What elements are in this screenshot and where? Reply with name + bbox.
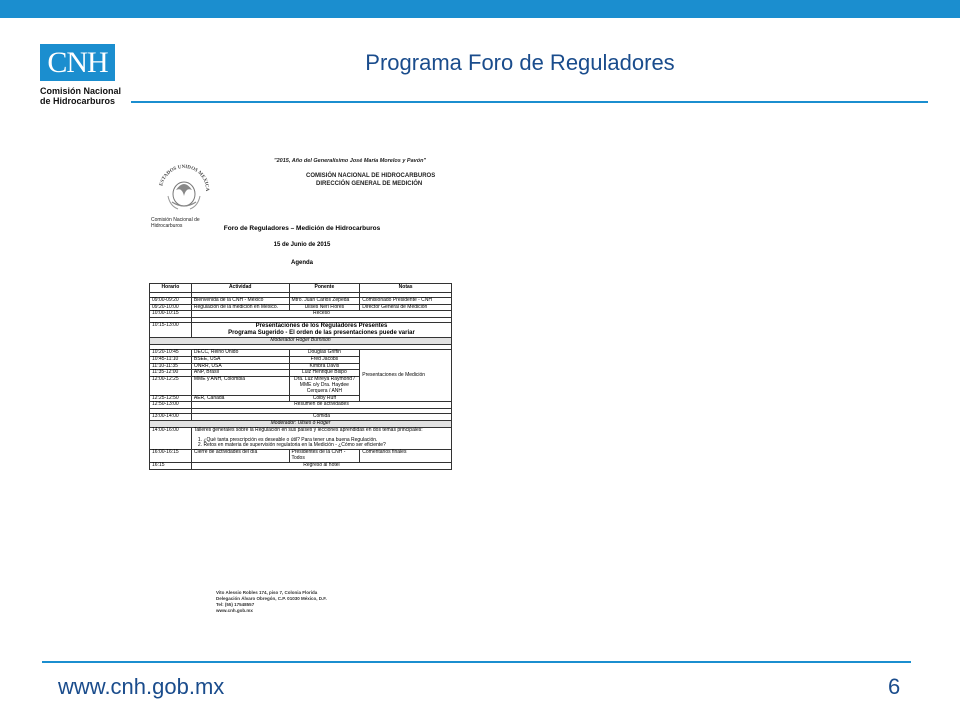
logo-line-1: Comisión Nacional: [40, 86, 122, 96]
department-heading: DIRECCIÓN GENERAL DE MEDICIÓN: [316, 181, 423, 187]
cell-time: 16:15: [150, 462, 192, 469]
logo-mark: CNH: [40, 44, 115, 81]
cell-time: 12:25-12:50: [150, 395, 192, 402]
col-header-notas: Notas: [360, 284, 452, 293]
event-title: Foro de Reguladores – Medición de Hidrocarburos: [223, 225, 381, 232]
address-line-1: Vito Alessio Robles 174, piso 7, Colonia Florida: [216, 590, 318, 595]
cell-activity: DECC, Reino Unido: [191, 349, 289, 356]
table-row: [150, 402, 452, 409]
moderator-row: Moderador Roger Burnison: [150, 338, 452, 345]
cell-time: 10:15-13:00: [150, 323, 192, 338]
agenda-table: [149, 283, 452, 470]
agenda-heading: Agenda: [290, 260, 313, 266]
address-line-2: Delegación Álvaro Obregón, C.P. 01030 México, D.F.: [216, 596, 327, 601]
cell-notes: Presentaciones de Medición: [360, 349, 452, 401]
cell-activity: AER, Canadá: [191, 395, 289, 402]
top-accent-bar: [0, 0, 960, 18]
cell-time: 10:20-10:45: [150, 349, 192, 356]
footer-website-link[interactable]: www.cnh.gob.mx: [58, 674, 225, 699]
cell-notes: Director General de Medición: [360, 304, 452, 311]
cell-activity: Regulación de la medición en México.: [191, 304, 289, 311]
cell-activity: Bienvenida de la CNH - México: [191, 297, 289, 304]
cell-time: 10:00-10:15: [150, 311, 192, 318]
cell-activity: Cierre de actividades del día: [191, 450, 289, 463]
mexican-coat-of-arms-seal-icon: [156, 156, 212, 214]
org-heading: COMISIÓN NACIONAL DE HIDROCARBUROS: [306, 173, 436, 179]
cell-activity: Receso: [191, 311, 451, 318]
cell-activity: Comida: [191, 414, 451, 421]
title-divider: [131, 101, 928, 103]
cell-speaker: Kimbra Davis: [289, 363, 360, 370]
cell-time: 12:50-13:00: [150, 402, 192, 409]
cell-time: 14:00-16:00: [150, 427, 192, 449]
table-row: [150, 450, 452, 463]
cell-activity: ONRR, USA: [191, 363, 289, 370]
col-header-horario: Horario: [150, 284, 192, 293]
cell-speaker: Presidentes de la CNH - Todos: [289, 450, 360, 463]
cnh-logo: [40, 44, 121, 106]
agenda-document-image: [146, 150, 458, 620]
seal-text: ESTADOS UNIDOS MEXICA: [159, 164, 210, 192]
cell-speaker: Mtro. Juan Carlos Zepeda: [289, 297, 360, 304]
table-row: [150, 427, 452, 449]
cell-time: 09:00-09:20: [150, 297, 192, 304]
table-row: [150, 304, 452, 311]
logo-org-name: [40, 86, 121, 106]
workshops-item-2: 2. Retos en materia de supervisión regulatoria en la Medición - ¿Cómo ser eficiente?: [197, 442, 386, 449]
address-block: [216, 590, 388, 614]
presentations-title: Presentaciones de los Reguladores Presentes: [255, 323, 388, 330]
address-website: www.cnh.gob.mx: [216, 608, 253, 613]
motto: "2015, Año del Generalísimo José María Morelos y Pavón": [274, 158, 427, 164]
cell-speaker: Colby Ruff: [289, 395, 360, 402]
cell-speaker: Dra. Luz Mireya Raymond / MME o/y Dra. Haydee Cerquera / ANH: [289, 377, 360, 395]
table-row: [150, 338, 452, 345]
cell-time: 11:35-12:00: [150, 370, 192, 377]
table-row: [150, 323, 452, 338]
workshops-item-1: 1. ¿Qué tanta prescripción es deseable o útil? Para tener una buena Regulación.: [197, 436, 378, 443]
cell-time: 11:10-11:35: [150, 363, 192, 370]
cell-speaker: Fred Jacobs: [289, 356, 360, 363]
cell-time: 12:00-12:25: [150, 377, 192, 395]
cell-speaker: Luiz Henrique Bispo: [289, 370, 360, 377]
org-line-2: Hidrocarburos: [151, 223, 183, 229]
slide-title: Programa Foro de Reguladores: [365, 50, 675, 75]
cell-activity: BSEE, USA: [191, 356, 289, 363]
cell-speaker: Douglas Griffin: [289, 349, 360, 356]
cell-notes: Comisionado Presidente - CNH: [360, 297, 452, 304]
cell-activity: MME y ANH, Colombia: [191, 377, 289, 395]
logo-line-2: de Hidrocarburos: [40, 96, 116, 106]
cell-time: 13:00-14:00: [150, 414, 192, 421]
footer-divider: [42, 661, 911, 663]
event-date: 15 de Junio de 2015: [273, 242, 331, 248]
cell-activity: ANP, Brasil: [191, 370, 289, 377]
col-header-ponente: Ponente: [289, 284, 360, 293]
cell-activity: Regreso al hotel: [191, 462, 451, 469]
cell-workshops: [191, 427, 451, 449]
table-row: [150, 462, 452, 469]
table-row: [150, 311, 452, 318]
cell-time: 10:45-11:10: [150, 356, 192, 363]
cell-notes: Comentarios finales: [360, 450, 452, 463]
cell-time: 09:20-10:00: [150, 304, 192, 311]
cell-presentations: [191, 323, 451, 338]
cell-speaker: Ulises Neri Flores: [289, 304, 360, 311]
workshops-intro: Talleres generales sobre la Regulación en sus países y lecciones aprendidas en dos temas principales:: [193, 426, 423, 433]
moderator-row: Moderador: Ulises ó Roger: [150, 420, 452, 427]
page-number: 6: [888, 674, 901, 699]
table-header-row: [150, 284, 452, 293]
col-header-actividad: Actividad: [191, 284, 289, 293]
address-phone: Tel: (55) 17548557: [216, 602, 255, 607]
presentations-subtitle: Programa Sugerido - El orden de las presentaciones puede variar: [228, 330, 415, 337]
cell-time: 16:00-16:15: [150, 450, 192, 463]
cell-activity: Resumen de actividades: [191, 402, 451, 409]
org-line-1: Comisión Nacional de: [151, 217, 200, 223]
